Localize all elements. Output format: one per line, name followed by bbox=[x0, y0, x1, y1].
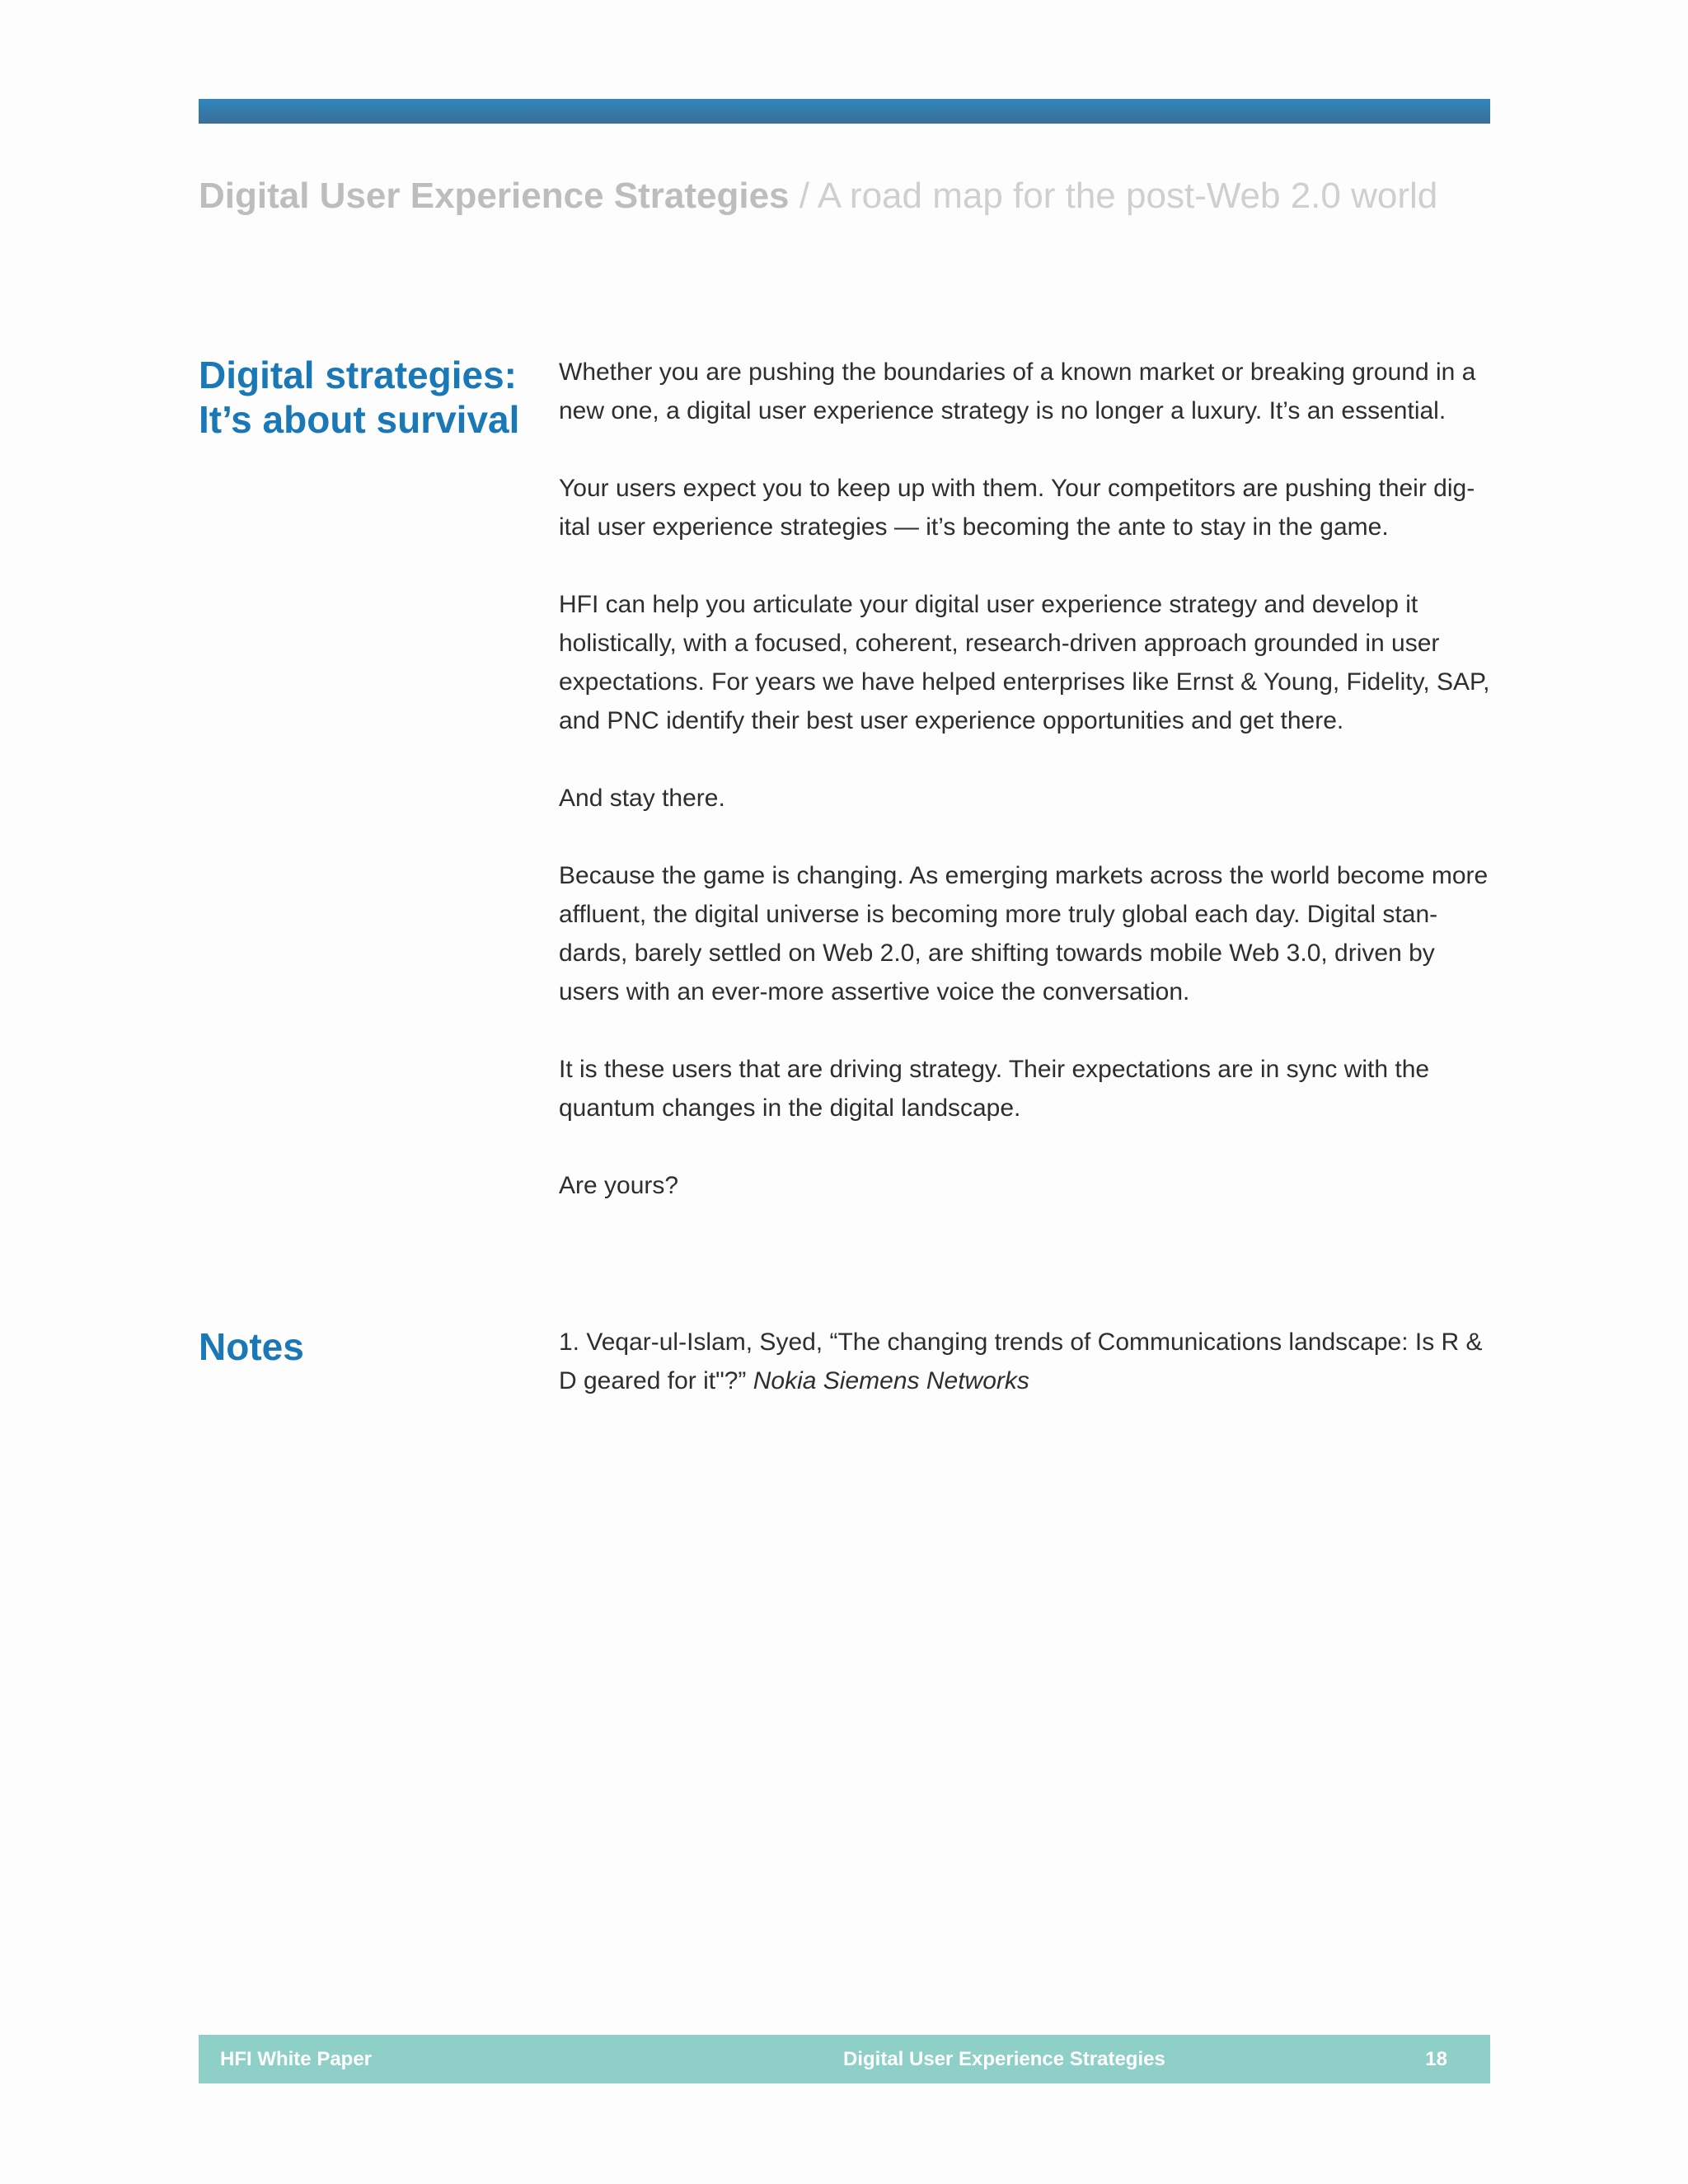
paragraph: Are yours? bbox=[559, 1172, 679, 1199]
paragraph: Your users expect you to keep up with them. Your competitors are pushing their dig-ital user experience strategies — it’s becoming the ante to stay in the game. bbox=[559, 475, 1475, 541]
note-source: Nokia Siemens Networks bbox=[753, 1367, 1029, 1394]
document-title: Digital User Experience Strategies bbox=[199, 176, 790, 216]
section-heading bbox=[199, 353, 528, 442]
document-header bbox=[199, 173, 1490, 219]
paragraph: It is these users that are driving strategy. Their expectations are in sync with the quantum changes in the digital landscape. bbox=[559, 1056, 1430, 1122]
heading-line-1: Digital strategies: bbox=[199, 354, 517, 396]
page-number: 18 bbox=[1425, 2048, 1447, 2070]
note-item bbox=[559, 1323, 1490, 1400]
footer-publication: HFI White Paper bbox=[220, 2048, 373, 2070]
heading-line-2: It’s about survival bbox=[199, 398, 520, 441]
notes-body bbox=[559, 1323, 1490, 1400]
paragraph: And stay there. bbox=[559, 785, 725, 812]
title-separator: / bbox=[789, 176, 818, 216]
footer-title: Digital User Experience Strategies bbox=[843, 2048, 1165, 2070]
section-body bbox=[559, 353, 1490, 1205]
paragraph: Whether you are pushing the boundaries of a known market or breaking ground in a new one, a digital user experience strategy is no longer a luxury. It’s an essential. bbox=[559, 359, 1476, 424]
paragraph: Because the game is changing. As emerging markets across the world become more affluent, the digital universe is becoming more truly global each day. Digital stan-dards, barely settled on Web 2.0, are shifting towards mobile Web 3.0, driven by users with an ever-more assertive voice the conversation. bbox=[559, 862, 1489, 1005]
document-subtitle: A road map for the post-Web 2.0 world bbox=[817, 176, 1438, 216]
footer-bar bbox=[199, 2035, 1490, 2083]
paragraph: HFI can help you articulate your digital user experience strategy and develop it holistically, with a focused, coherent, research-driven approach grounded in user expectations. For years we have helped enterprises like Ernst & Young, Fidelity, SAP, and PNC identify their best user experience opportunities and get there. bbox=[559, 591, 1490, 734]
note-text: 1. Veqar-ul-Islam, Syed, “The changing trends of Communications landscape: Is R & D geared for it"?” bbox=[559, 1329, 1483, 1394]
header-color-bar bbox=[199, 99, 1490, 124]
notes-heading: Notes bbox=[199, 1325, 304, 1368]
